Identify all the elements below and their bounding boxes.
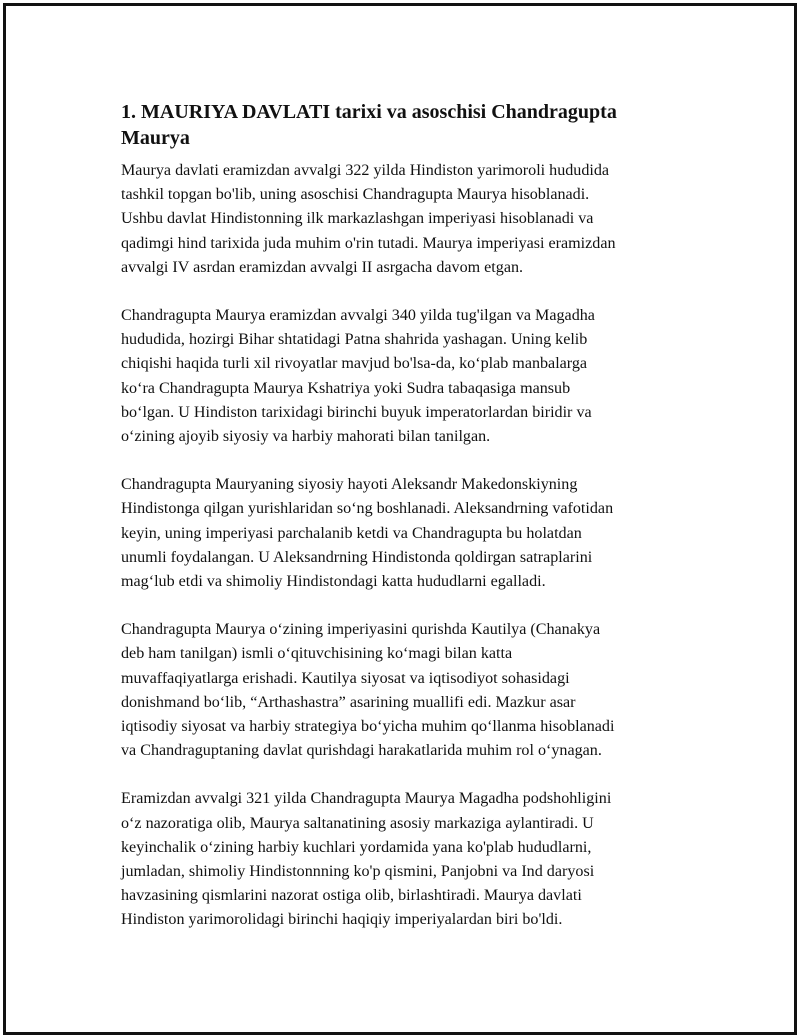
page-title: 1. MAURIYA DAVLATI tarixi va asoschisi Chandragupta Maurya [121,101,617,149]
paragraph-4: Chandragupta Maurya oʻzining imperiyasini qurishda Kautilya (Chanakya deb ham tanilgan) ismli oʻqituvchisining koʻmagi bilan katta muvaffaqiyatlarga erishadi. Kautilya siyosat va iqtisodiyot sohasidagi donishmand boʻlib, “Arthashastra” asarining muallifi edi. Mazkur asar iqtisodiy siyosat va harbiy strategiya boʻyicha muhim qoʻllanma hisoblanadi va Chandraguptaning davlat qurishdagi harakatlarida muhim rol oʻynagan. [121,621,615,760]
paragraph-5: Eramizdan avvalgi 321 yilda Chandragupta Maurya Magadha podshohligini oʻz nazoratiga olib, Maurya saltanatining asosiy markaziga aylantiradi. U keyinchalik oʻzining harbiy kuchlari yordamida yana ko'plab hududlarni, jumladan, shimoliy Hindistonnning ko'p qismini, Panjobni va Ind daryosi havzasining qismlarini nazorat ostiga olib, birlashtiradi. Maurya davlati Hindiston yarimorolidagi birinchi haqiqiy imperiyalardan biri bo'ldi. [121,790,612,929]
document-body [121,99,701,957]
paragraph-2: Chandragupta Maurya eramizdan avvalgi 340 yilda tug'ilgan va Magadha hududida, hozirgi Bihar shtatidagi Patna shahrida yashagan. Uning kelib chiqishi haqida turli xil rivoyatlar mavjud bo'lsa-da, koʻplab manbalarga koʻra Chandragupta Maurya Kshatriya yoki Sudra tabaqasiga mansub boʻlgan. U Hindiston tarixidagi birinchi buyuk imperatorlardan biridir va oʻzining ajoyib siyosiy va harbiy mahorati bilan tanilgan. [121,307,595,446]
paragraph-3: Chandragupta Mauryaning siyosiy hayoti Aleksandr Makedonskiyning Hindistonga qilgan yurishlaridan soʻng boshlanadi. Aleksandrning vafotidan keyin, uning imperiyasi parchalanib ketdi va Chandragupta bu holatdan unumli foydalangan. U Aleksandrning Hindistonda qoldirgan satraplarini magʻlub etdi va shimoliy Hindistondagi katta hududlarni egalladi. [121,476,614,591]
paragraph-1: Maurya davlati eramizdan avvalgi 322 yilda Hindiston yarimoroli hududida tashkil topgan bo'lib, uning asoschisi Chandragupta Maurya hisoblanadi. Ushbu davlat Hindistonning ilk markazlashgan imperiyasi hisoblanadi va qadimgi hind tarixida juda muhim o'rin tutadi. Maurya imperiyasi eramizdan avvalgi IV asrdan eramizdan avvalgi II asrgacha davom etgan. [121,162,616,276]
page-frame [3,3,797,1035]
